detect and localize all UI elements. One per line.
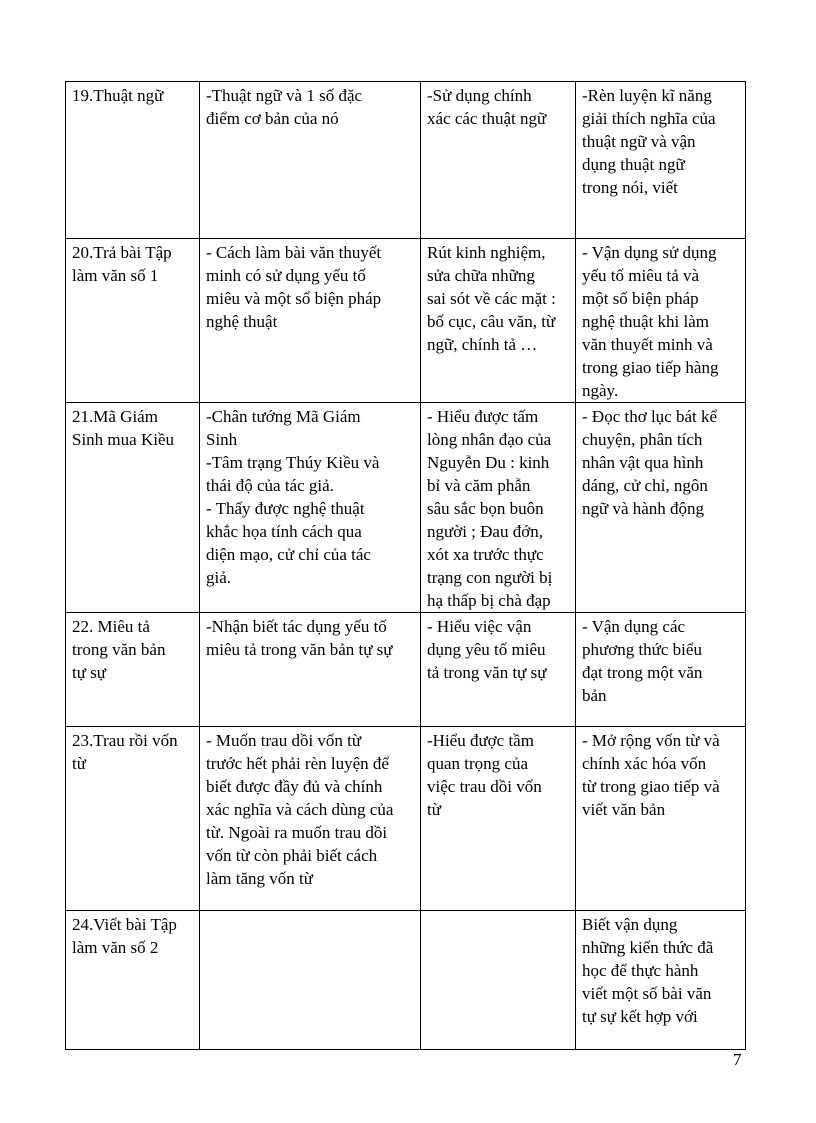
table-row — [66, 82, 746, 239]
lesson-cell: 21.Mã Giám Sinh mua Kiều — [66, 403, 200, 613]
content-cell: - Cách làm bài văn thuyết minh có sử dụng yếu tố miêu và một số biện pháp nghệ thuật — [200, 239, 421, 403]
table-row — [66, 911, 746, 1050]
objective-cell: - Hiểu được tấm lòng nhân đạo của Nguyễn Du : kinh bỉ và căm phẫn sâu sắc bọn buôn người ; Đau đớn, xót xa trước thực trạng con người bị hạ thấp bị chà đạp — [421, 403, 576, 613]
lesson-cell: 23.Trau rồi vốn từ — [66, 727, 200, 911]
skills-cell: - Vận dụng sử dụng yếu tố miêu tả và một số biện pháp nghệ thuật khi làm văn thuyết minh và trong giao tiếp hàng ngày. — [576, 239, 746, 403]
objective-cell: Rút kinh nghiệm, sửa chữa những sai sót về các mặt : bố cục, câu văn, từ ngữ, chính tả … — [421, 239, 576, 403]
content-cell — [200, 911, 421, 1050]
objective-cell: -Sử dụng chính xác các thuật ngữ — [421, 82, 576, 239]
skills-cell: -Rèn luyện kĩ năng giải thích nghĩa của thuật ngữ và vận dụng thuật ngữ trong nói, viết — [576, 82, 746, 239]
content-cell: -Chân tướng Mã Giám Sinh -Tâm trạng Thúy Kiều và thái độ của tác giả. - Thấy được nghệ thuật khắc họa tính cách qua diện mạo, cử chỉ của tác giả. — [200, 403, 421, 613]
skills-cell: - Mở rộng vốn từ và chính xác hóa vốn từ trong giao tiếp và viết văn bản — [576, 727, 746, 911]
lesson-plan-table — [65, 81, 746, 1050]
table-row — [66, 239, 746, 403]
skills-cell: Biết vận dụng những kiến thức đã học để thực hành viết một số bài văn tự sự kết hợp với — [576, 911, 746, 1050]
skills-cell: - Vận dụng các phương thức biểu đạt trong một văn bản — [576, 613, 746, 727]
objective-cell: - Hiểu việc vận dụng yêu tố miêu tả trong văn tự sự — [421, 613, 576, 727]
table-row — [66, 613, 746, 727]
page-number: 7 — [733, 1050, 742, 1069]
content-cell: -Thuật ngữ và 1 số đặc điểm cơ bản của nó — [200, 82, 421, 239]
table-row — [66, 403, 746, 613]
lesson-cell: 22. Miêu tả trong văn bản tự sự — [66, 613, 200, 727]
skills-cell: - Đọc thơ lục bát kể chuyện, phân tích nhân vật qua hình dáng, cử chỉ, ngôn ngữ và hành động — [576, 403, 746, 613]
content-cell: - Muốn trau dồi vốn từ trước hết phải rèn luyện để biết được đầy đủ và chính xác nghĩa và cách dùng của từ. Ngoài ra muốn trau dồi vốn từ còn phải biết cách làm tăng vốn từ — [200, 727, 421, 911]
lesson-cell: 20.Trả bài Tập làm văn số 1 — [66, 239, 200, 403]
objective-cell: -Hiểu được tầm quan trọng của việc trau dồi vốn từ — [421, 727, 576, 911]
table-row — [66, 727, 746, 911]
lesson-cell: 24.Viết bài Tập làm văn số 2 — [66, 911, 200, 1050]
lesson-cell: 19.Thuật ngữ — [66, 82, 200, 239]
content-cell: -Nhận biết tác dụng yếu tố miêu tả trong văn bản tự sự — [200, 613, 421, 727]
objective-cell — [421, 911, 576, 1050]
